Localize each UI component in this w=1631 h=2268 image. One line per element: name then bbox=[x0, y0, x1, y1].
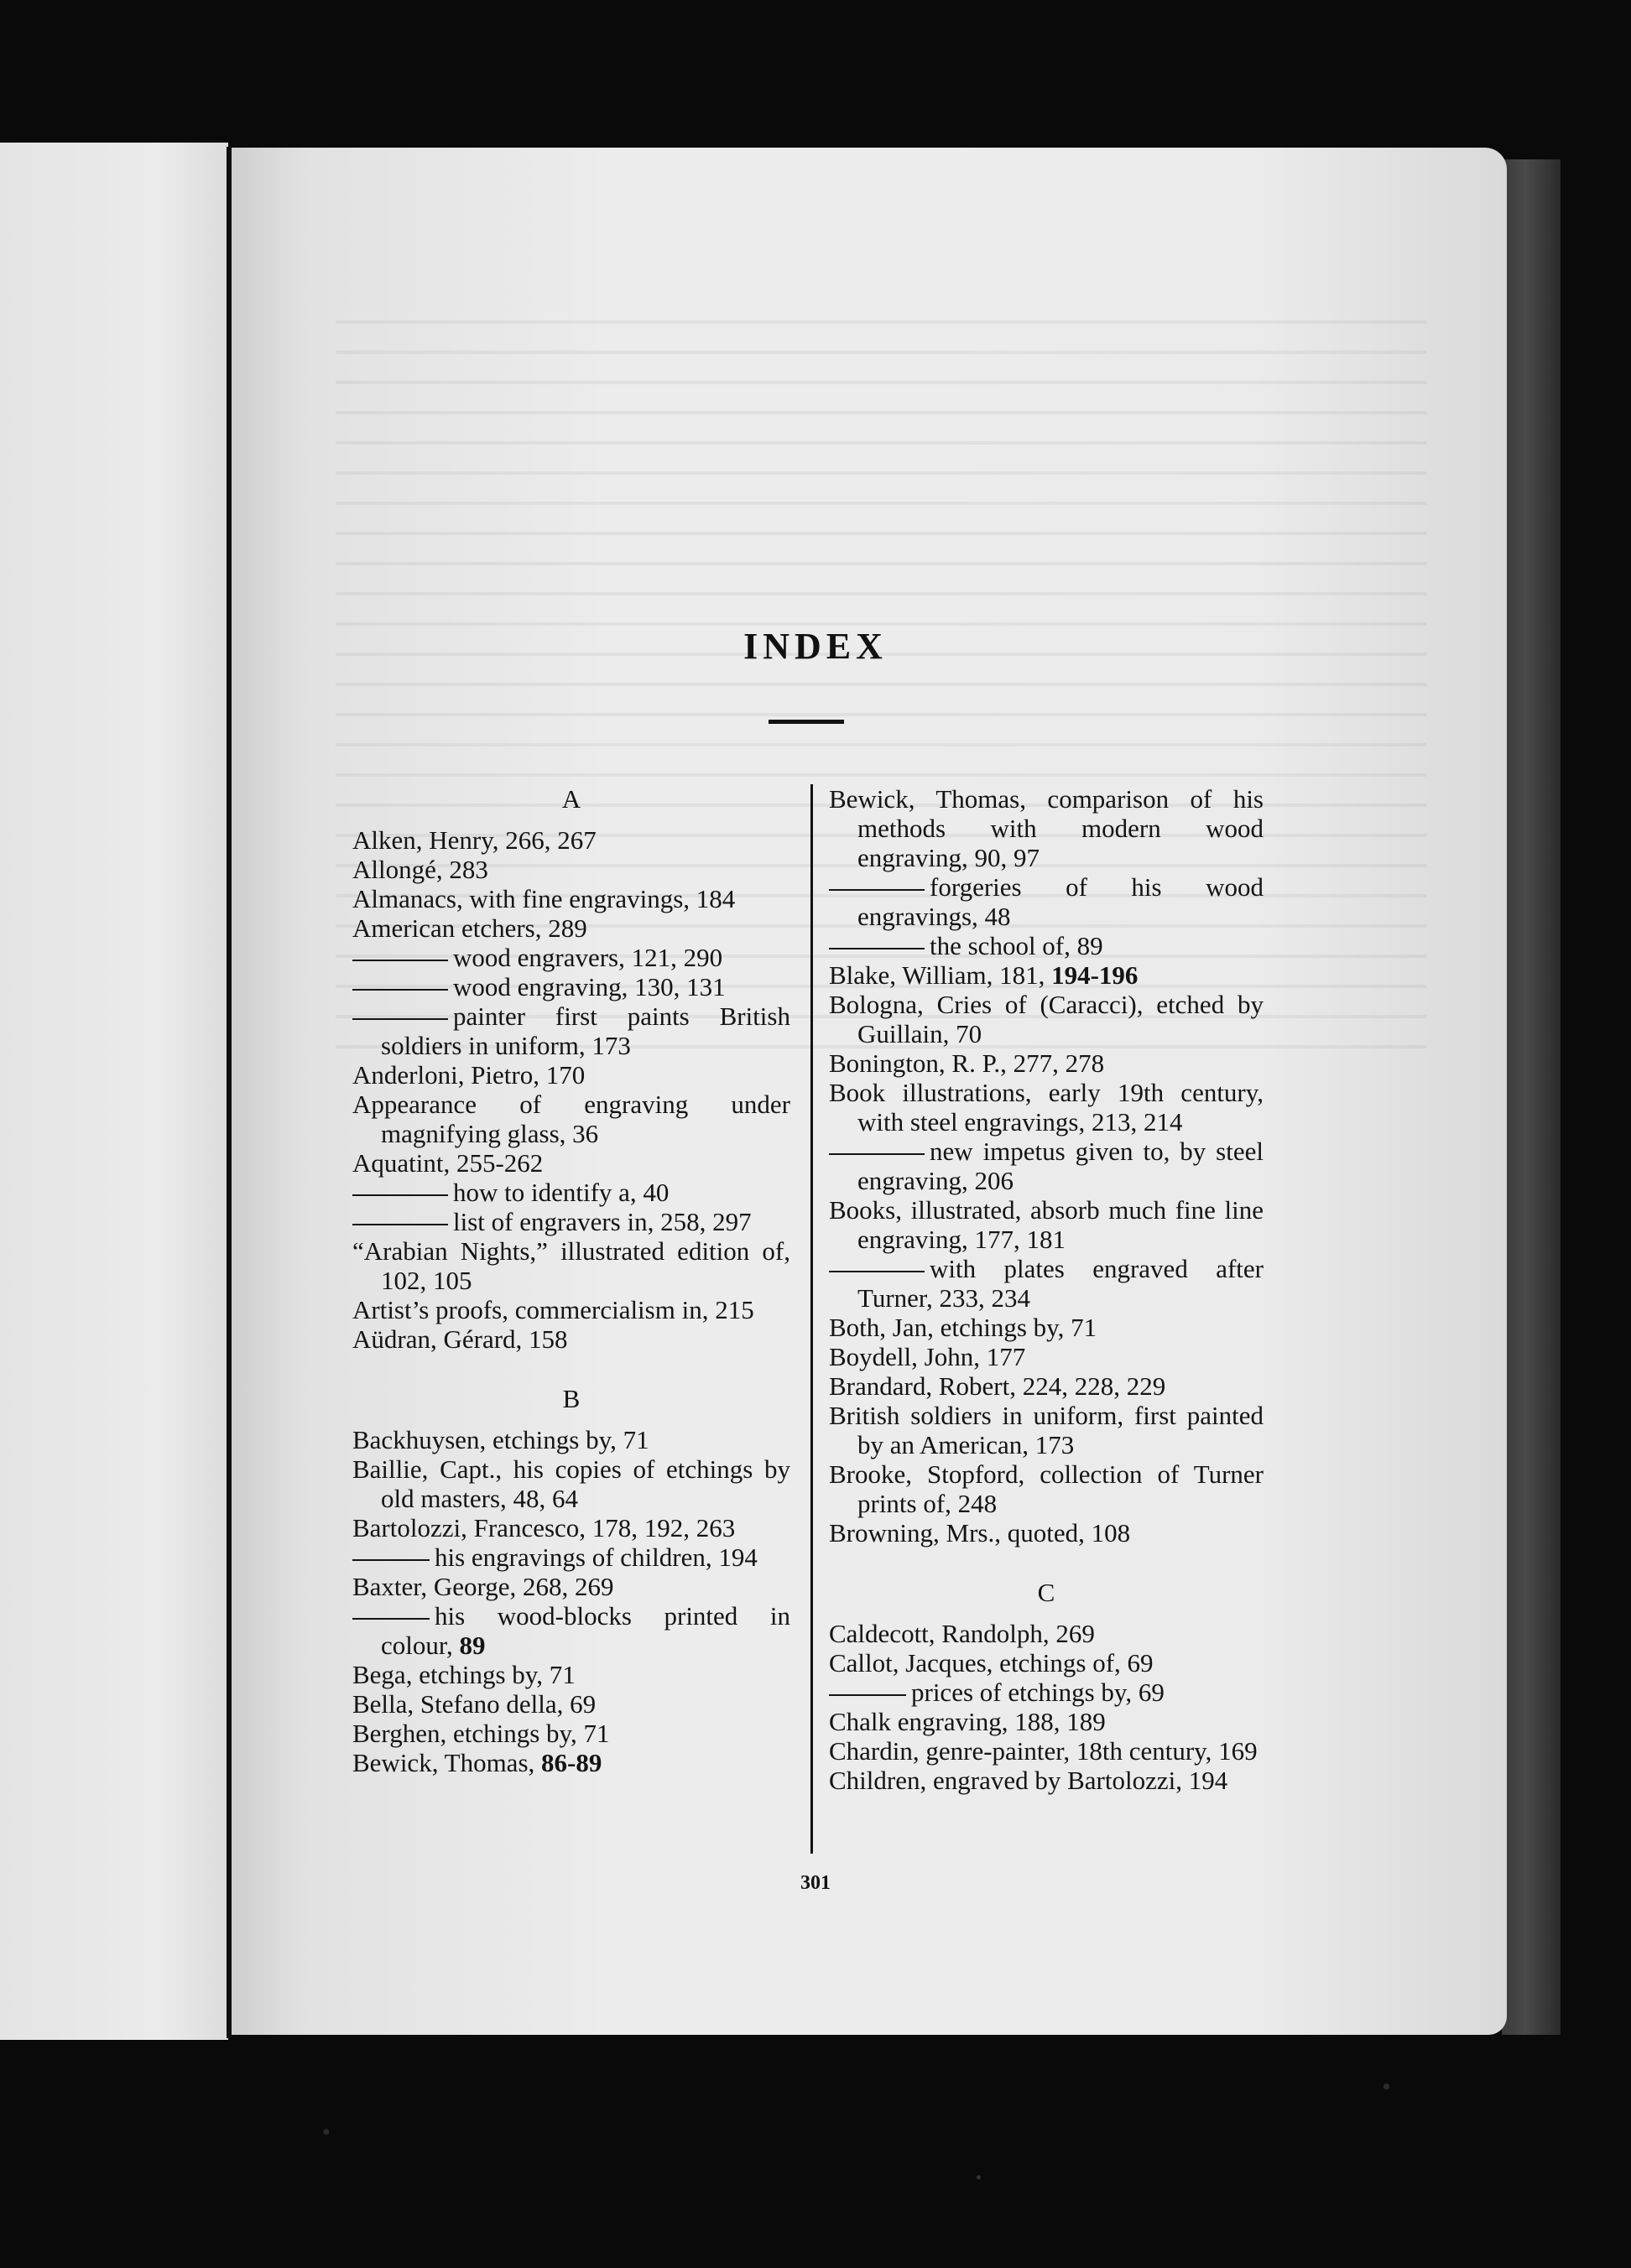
entry-text: Chalk engraving, 188, 189 bbox=[829, 1707, 1106, 1736]
index-entry bbox=[352, 855, 790, 884]
principal-page-ref: 194-196 bbox=[1051, 960, 1139, 990]
index-entry bbox=[352, 1572, 790, 1601]
entry-text: Almanacs, with fine engravings, 184 bbox=[352, 884, 736, 913]
index-entry bbox=[829, 1313, 1264, 1342]
entry-text: Children, engraved by Bartolozzi, 194 bbox=[829, 1766, 1228, 1795]
entry-text: prices of etchings by, 69 bbox=[911, 1678, 1165, 1707]
index-subentry bbox=[352, 1001, 790, 1060]
repeat-dash bbox=[829, 948, 925, 949]
index-entry bbox=[829, 1766, 1264, 1795]
repeat-dash bbox=[352, 1618, 430, 1620]
entry-text: wood engraving, 130, 131 bbox=[453, 972, 726, 1001]
entry-text: how to identify a, 40 bbox=[453, 1178, 670, 1207]
index-subentry bbox=[352, 1601, 790, 1660]
index-column-left bbox=[352, 784, 790, 1777]
index-entry bbox=[352, 913, 790, 943]
entry-text: painter first paints British soldiers in uniform, 173 bbox=[381, 1001, 790, 1060]
index-entry bbox=[352, 1425, 790, 1454]
index-entry bbox=[352, 1295, 790, 1324]
index-entry bbox=[829, 1648, 1264, 1678]
index-entry bbox=[352, 1513, 790, 1542]
index-subentry bbox=[829, 1137, 1264, 1195]
repeat-dash bbox=[352, 1559, 430, 1561]
column-divider bbox=[810, 784, 813, 1854]
entry-text: Baillie, Capt., his copies of etchings by old masters, 48, 64 bbox=[352, 1454, 790, 1513]
entry-text: Both, Jan, etchings by, 71 bbox=[829, 1313, 1097, 1342]
entry-text: Bega, etchings by, 71 bbox=[352, 1660, 576, 1689]
index-entry bbox=[352, 1660, 790, 1689]
index-entry bbox=[829, 1195, 1264, 1254]
index-entry bbox=[829, 1707, 1264, 1736]
entry-text: Books, illustrated, absorb much fine line engraving, 177, 181 bbox=[829, 1195, 1264, 1254]
entry-text: Bella, Stefano della, 69 bbox=[352, 1689, 597, 1719]
repeat-dash bbox=[352, 1224, 448, 1225]
index-entry bbox=[829, 1048, 1264, 1078]
index-entry bbox=[352, 1148, 790, 1178]
facing-page-edge bbox=[0, 143, 228, 2040]
entry-text: Bologna, Cries of (Caracci), etched by Guillain, 70 bbox=[829, 990, 1264, 1048]
repeat-dash bbox=[829, 1271, 925, 1272]
index-entry bbox=[829, 1371, 1264, 1401]
index-subentry bbox=[352, 1178, 790, 1207]
index-subentry bbox=[352, 1207, 790, 1236]
principal-page-ref: 86-89 bbox=[541, 1748, 602, 1777]
page-number: 301 bbox=[800, 1872, 831, 1894]
entry-text: Aüdran, Gérard, 158 bbox=[352, 1324, 568, 1354]
index-subentry bbox=[352, 943, 790, 972]
entry-text: Book illustrations, early 19th century, with steel engravings, 213, 214 bbox=[829, 1078, 1264, 1137]
index-entry bbox=[352, 1689, 790, 1719]
index-entry bbox=[829, 1401, 1264, 1459]
index-subentry bbox=[829, 1254, 1264, 1313]
section-letter: C bbox=[1037, 1578, 1055, 1607]
entry-text: Bewick, Thomas, bbox=[352, 1748, 542, 1777]
index-entry bbox=[352, 1060, 790, 1090]
entry-text: his wood-blocks printed in colour, bbox=[381, 1601, 790, 1660]
entry-text: Callot, Jacques, etchings of, 69 bbox=[829, 1648, 1154, 1678]
entry-text: Bewick, Thomas, comparison of his methods with modern wood engraving, 90, 97 bbox=[829, 784, 1264, 872]
index-subentry bbox=[829, 1678, 1264, 1707]
entry-text: Alken, Henry, 266, 267 bbox=[352, 825, 597, 855]
entry-text: with plates engraved after Turner, 233, 234 bbox=[857, 1254, 1264, 1313]
entry-text: Bonington, R. P., 277, 278 bbox=[829, 1048, 1105, 1078]
principal-page-ref: 89 bbox=[459, 1631, 486, 1660]
repeat-dash bbox=[352, 989, 448, 991]
entry-text: American etchers, 289 bbox=[352, 913, 587, 943]
repeat-dash bbox=[352, 960, 448, 961]
index-entry bbox=[829, 1459, 1264, 1518]
repeat-dash bbox=[829, 1153, 925, 1155]
index-entry bbox=[829, 1736, 1264, 1766]
section-letter: A bbox=[561, 784, 581, 814]
title-rule bbox=[769, 720, 844, 724]
index-entry bbox=[829, 960, 1264, 990]
page-title: INDEX bbox=[743, 626, 888, 667]
repeat-dash bbox=[352, 1194, 448, 1196]
index-subentry bbox=[829, 872, 1264, 931]
entry-text: Boydell, John, 177 bbox=[829, 1342, 1026, 1371]
entry-text: Anderloni, Pietro, 170 bbox=[352, 1060, 586, 1090]
entry-text: Appearance of engraving under magnifying glass, 36 bbox=[352, 1090, 790, 1148]
entry-text: Blake, William, 181, bbox=[829, 960, 1052, 990]
index-entry bbox=[829, 1619, 1264, 1648]
entry-text: “Arabian Nights,” illustrated edition of, 102, 105 bbox=[352, 1236, 790, 1295]
index-entry bbox=[829, 784, 1264, 872]
entry-text: Allongé, 283 bbox=[352, 855, 488, 884]
index-entry bbox=[829, 1518, 1264, 1548]
repeat-dash bbox=[829, 1694, 906, 1696]
index-entry bbox=[352, 884, 790, 913]
entry-text: his engravings of children, 194 bbox=[435, 1542, 758, 1572]
entry-text: list of engravers in, 258, 297 bbox=[453, 1207, 752, 1236]
index-entry bbox=[352, 1719, 790, 1748]
index-subentry bbox=[352, 1542, 790, 1572]
index-entry bbox=[829, 1342, 1264, 1371]
index-entry bbox=[352, 1236, 790, 1295]
section-letter: B bbox=[562, 1384, 581, 1413]
index-entry bbox=[352, 1324, 790, 1354]
index-entry bbox=[352, 1090, 790, 1148]
entry-text: Backhuysen, etchings by, 71 bbox=[352, 1425, 649, 1454]
entry-text: Browning, Mrs., quoted, 108 bbox=[829, 1518, 1131, 1548]
repeat-dash bbox=[829, 889, 925, 891]
index-entry bbox=[352, 1454, 790, 1513]
entry-text: Bartolozzi, Francesco, 178, 192, 263 bbox=[352, 1513, 736, 1542]
entry-text: forgeries of his wood engravings, 48 bbox=[857, 872, 1264, 931]
index-column-right bbox=[829, 784, 1264, 1795]
repeat-dash bbox=[352, 1018, 448, 1020]
entry-text: the school of, 89 bbox=[930, 931, 1103, 960]
index-entry bbox=[829, 1078, 1264, 1137]
index-subentry bbox=[829, 931, 1264, 960]
entry-text: Caldecott, Randolph, 269 bbox=[829, 1619, 1095, 1648]
entry-text: Artist’s proofs, commercialism in, 215 bbox=[352, 1295, 754, 1324]
index-entry bbox=[829, 990, 1264, 1048]
entry-text: Chardin, genre-painter, 18th century, 169 bbox=[829, 1736, 1258, 1766]
entry-text: Brandard, Robert, 224, 228, 229 bbox=[829, 1371, 1166, 1401]
entry-text: Baxter, George, 268, 269 bbox=[352, 1572, 614, 1601]
index-entry bbox=[352, 825, 790, 855]
page-stack-edge bbox=[1502, 159, 1561, 2035]
entry-text: new impetus given to, by steel engraving, 206 bbox=[857, 1137, 1264, 1195]
entry-text: British soldiers in uniform, first painted by an American, 173 bbox=[829, 1401, 1264, 1459]
entry-text: Berghen, etchings by, 71 bbox=[352, 1719, 610, 1748]
index-entry bbox=[352, 1748, 790, 1777]
index-subentry bbox=[352, 972, 790, 1001]
entry-text: wood engravers, 121, 290 bbox=[453, 943, 723, 972]
entry-text: Aquatint, 255-262 bbox=[352, 1148, 544, 1178]
entry-text: Brooke, Stopford, collection of Turner prints of, 248 bbox=[829, 1459, 1264, 1518]
